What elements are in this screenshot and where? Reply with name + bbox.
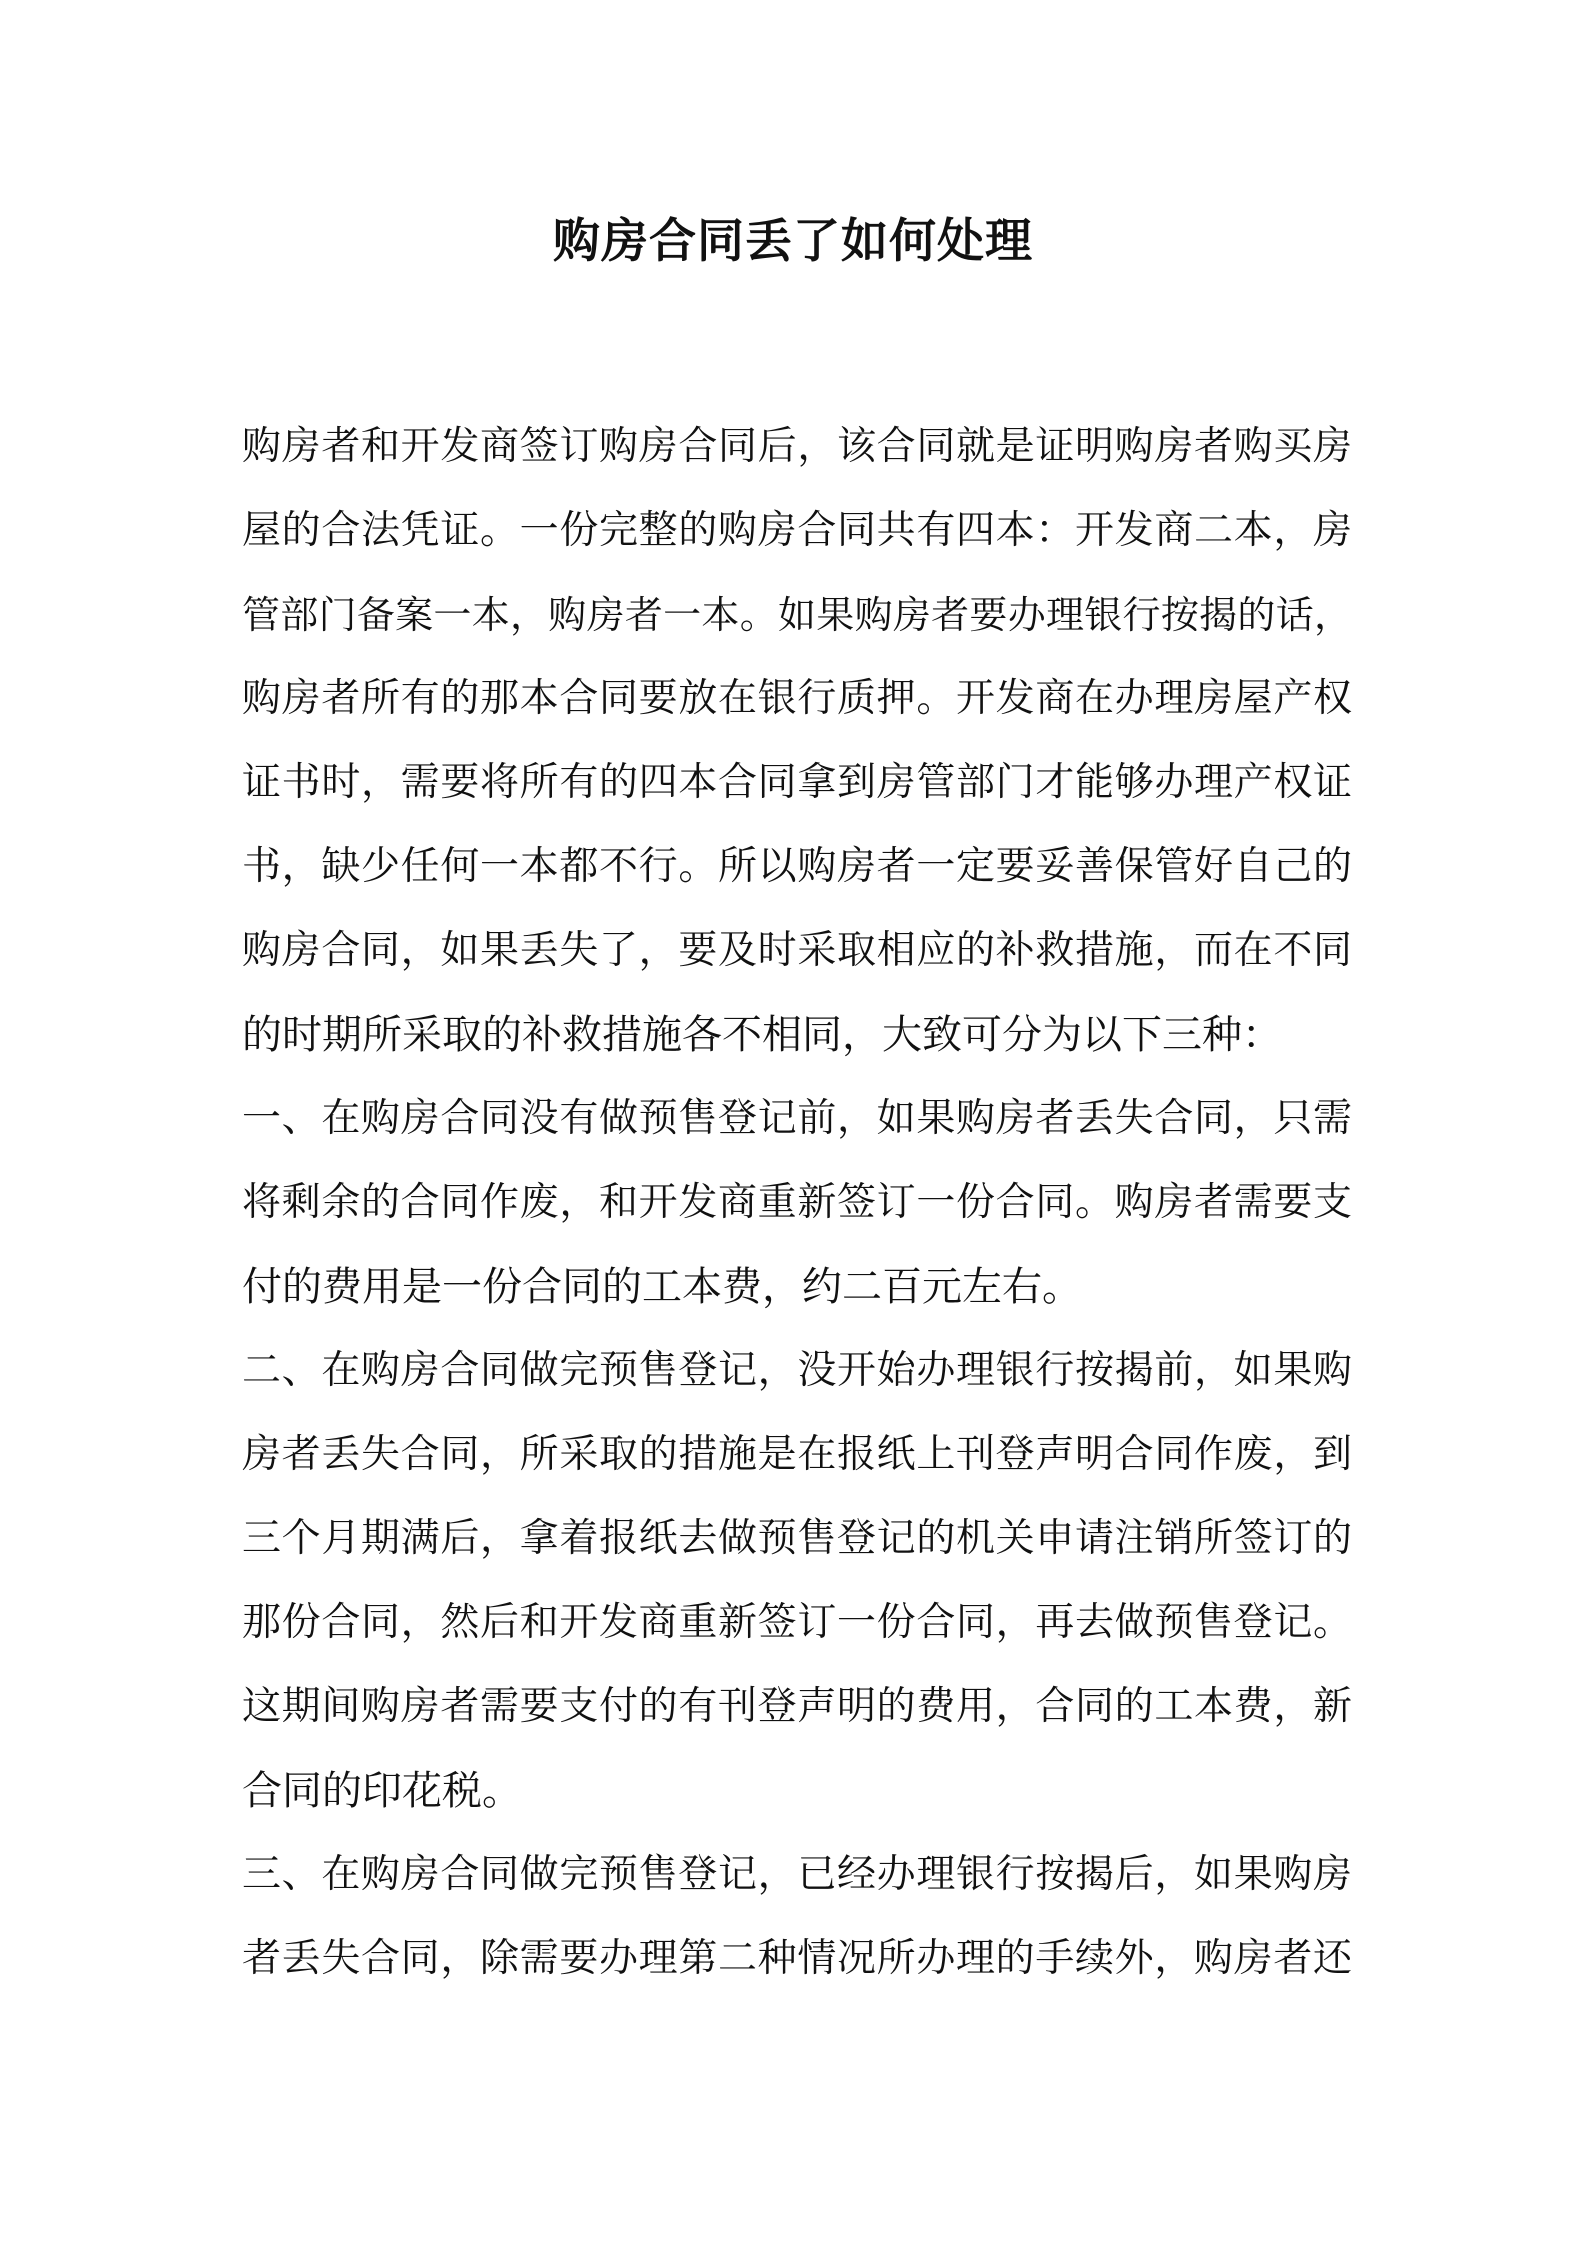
text-line: 房者丢失合同，所采取的措施是在报纸上刊登声明合同作废，到 bbox=[242, 1432, 1352, 1477]
text-line: 者丢失合同，除需要办理第二种情况所办理的手续外，购房者还 bbox=[242, 1936, 1352, 1981]
document-title: 购房合同丢了如何处理 bbox=[553, 214, 1033, 269]
text-line: 证书时，需要将所有的四本合同拿到房管部门才能够办理产权证 bbox=[242, 760, 1352, 805]
text-line: 这期间购房者需要支付的有刊登声明的费用，合同的工本费，新 bbox=[242, 1684, 1352, 1729]
text-line: 屋的合法凭证。一份完整的购房合同共有四本：开发商二本，房 bbox=[242, 508, 1352, 553]
text-line: 购房合同，如果丢失了，要及时采取相应的补救措施，而在不同 bbox=[242, 928, 1352, 973]
text-line: 合同的印花税。 bbox=[242, 1768, 522, 1814]
text-line: 购房者所有的那本合同要放在银行质押。开发商在办理房屋产权 bbox=[242, 676, 1352, 721]
text-line: 将剩余的合同作废，和开发商重新签订一份合同。购房者需要支 bbox=[242, 1180, 1352, 1225]
text-line: 三个月期满后，拿着报纸去做预售登记的机关申请注销所签订的 bbox=[242, 1516, 1352, 1561]
text-line: 购房者和开发商签订购房合同后，该合同就是证明购房者购买房 bbox=[242, 424, 1352, 469]
text-line: 书，缺少任何一本都不行。所以购房者一定要妥善保管好自己的 bbox=[242, 844, 1352, 889]
text-line: 一、在购房合同没有做预售登记前，如果购房者丢失合同，只需 bbox=[242, 1096, 1352, 1141]
text-line: 付的费用是一份合同的工本费，约二百元左右。 bbox=[242, 1264, 1082, 1310]
text-line: 那份合同，然后和开发商重新签订一份合同，再去做预售登记。 bbox=[242, 1600, 1352, 1645]
text-line: 三、在购房合同做完预售登记，已经办理银行按揭后，如果购房 bbox=[242, 1852, 1352, 1897]
document-body bbox=[242, 405, 1352, 2001]
text-line: 管部门备案一本，购房者一本。如果购房者要办理银行按揭的话， bbox=[242, 593, 1352, 637]
text-line: 二、在购房合同做完预售登记，没开始办理银行按揭前，如果购 bbox=[242, 1348, 1352, 1393]
text-line: 的时期所采取的补救措施各不相同，大致可分为以下三种： bbox=[242, 1012, 1282, 1058]
